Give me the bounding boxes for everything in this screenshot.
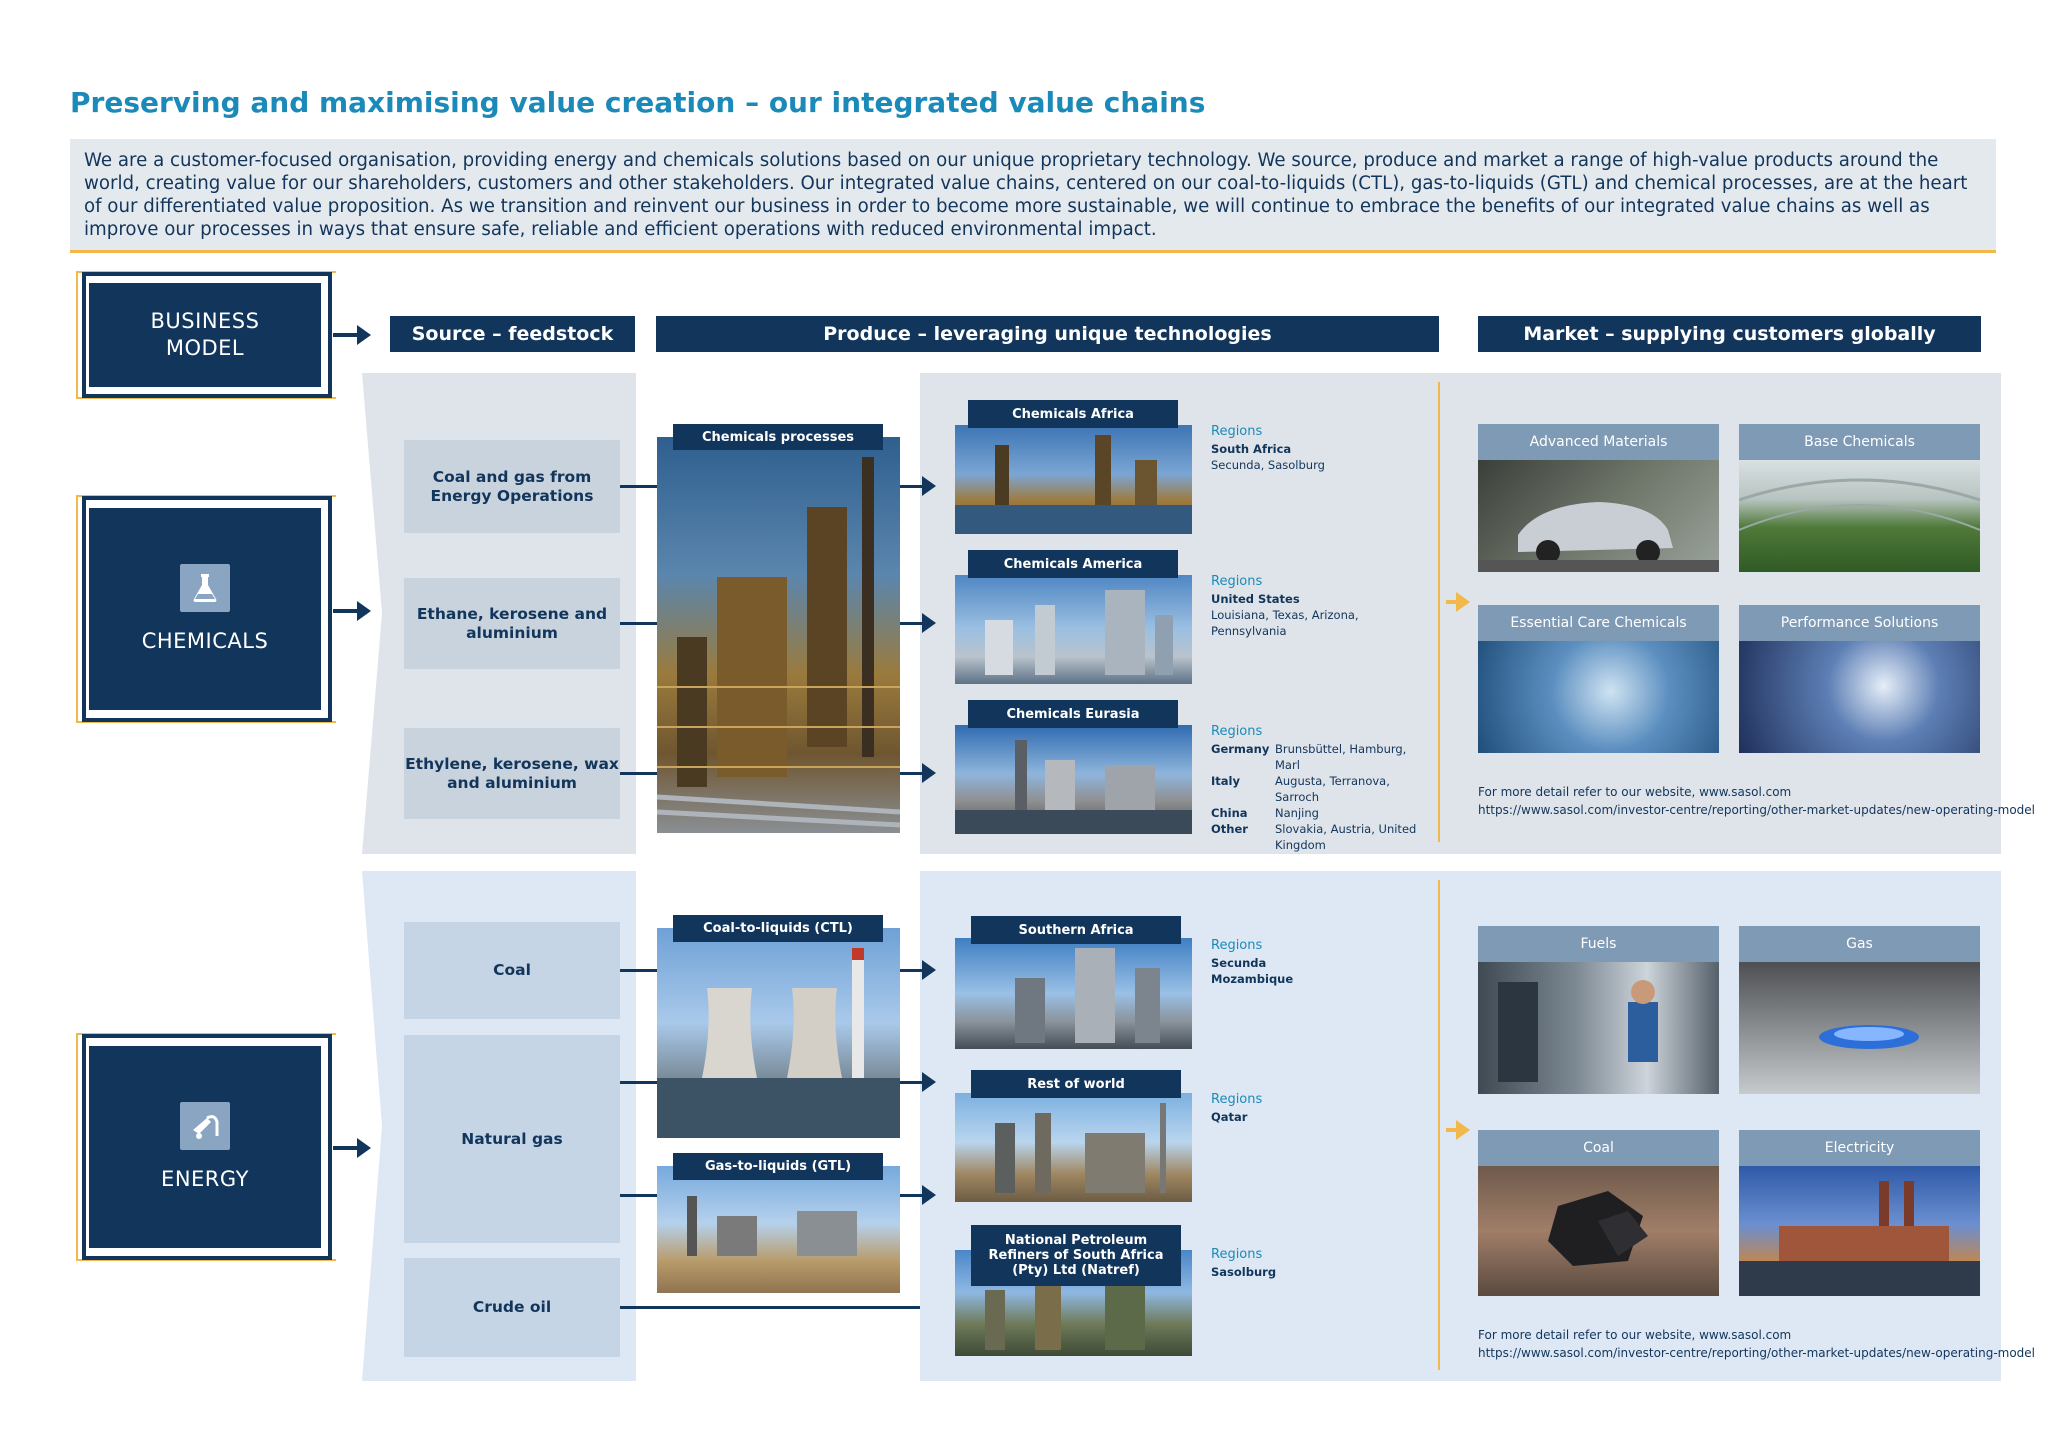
region-value: Brunsbüttel, Hamburg, Marl (1275, 742, 1407, 772)
regions-label: Regions (1211, 574, 1263, 589)
business-model-arrow (333, 333, 359, 337)
region-line: Mozambique (1211, 972, 1294, 986)
energy-note-line2[interactable]: https://www.sasol.com/investor-centre/reporting/other-market-updates/new-operating-model (1478, 1346, 2036, 1360)
performance-solutions-photo (1739, 641, 1980, 753)
chemicals-eurasia-photo (955, 725, 1192, 834)
chemicals-market-divider (1438, 382, 1440, 842)
energy-connector-coal (620, 969, 658, 972)
fuel-pump-icon (180, 1102, 230, 1150)
region-line: Secunda (1211, 956, 1267, 970)
chemicals-arrow-eurasia (900, 772, 924, 775)
energy-source-coal: Coal (404, 922, 620, 1019)
chemicals-africa-regions (1211, 424, 1431, 473)
coal-photo (1478, 1166, 1719, 1296)
essential-care-photo (1478, 641, 1719, 753)
rest-of-world-regions (1211, 1092, 1411, 1125)
energy-connector-gas-gtl (620, 1194, 658, 1197)
region-sites: Louisiana, Texas, Arizona, Pennsylvania (1211, 608, 1359, 638)
region-key: Other (1211, 822, 1248, 836)
chemicals-note (1478, 783, 2035, 819)
market-performance-solutions: Performance Solutions (1739, 605, 1980, 641)
energy-connector-gas-ctl (620, 1081, 658, 1084)
chemicals-process-tag: Chemicals processes (673, 424, 883, 450)
chemicals-label (89, 508, 321, 710)
energy-note-line1: For more detail refer to our website, www.sasol.com (1478, 1328, 1792, 1342)
chemicals-process-photo (657, 437, 900, 833)
chemicals-africa-photo (955, 425, 1192, 534)
chemicals-eurasia-tag: Chemicals Eurasia (968, 700, 1178, 728)
chemicals-note-line2[interactable]: https://www.sasol.com/investor-centre/reporting/other-market-updates/new-operating-model (1478, 803, 2036, 817)
energy-arrow-crude (620, 1306, 924, 1309)
business-model-line1: BUSINESS (150, 309, 260, 333)
advanced-materials-photo (1478, 460, 1719, 572)
header-market: Market – supplying customers globally (1478, 316, 1981, 352)
chemicals-africa-tag: Chemicals Africa (968, 400, 1178, 428)
chemicals-eurasia-regions (1211, 724, 1431, 853)
natref-tag: National Petroleum Refiners of South Africa (Pty) Ltd (Natref) (971, 1225, 1181, 1286)
header-produce: Produce – leveraging unique technologies (656, 316, 1439, 352)
chemicals-connector-2 (620, 622, 658, 625)
energy-note (1478, 1326, 2035, 1362)
chemicals-source-3: Ethylene, kerosene, wax and aluminium (404, 728, 620, 819)
region-line: Sasolburg (1211, 1265, 1277, 1279)
fuels-photo (1478, 962, 1719, 1094)
chemicals-note-line1: For more detail refer to our website, www.sasol.com (1478, 785, 1792, 799)
chemicals-source-2: Ethane, kerosene and aluminium (404, 578, 620, 669)
region-value: Nanjing (1275, 806, 1319, 820)
chemicals-market-arrow (1456, 592, 1470, 612)
chemicals-title: CHEMICALS (141, 628, 269, 653)
energy-market-arrow (1456, 1120, 1470, 1140)
regions-label: Regions (1211, 938, 1263, 953)
regions-label: Regions (1211, 724, 1263, 739)
energy-arrow-gtl (900, 1194, 924, 1197)
market-coal: Coal (1478, 1130, 1719, 1166)
market-base-chemicals: Base Chemicals (1739, 424, 1980, 460)
chemicals-source-1: Coal and gas from Energy Operations (404, 440, 620, 533)
regions-label: Regions (1211, 1247, 1263, 1262)
business-model-label (89, 283, 321, 387)
chemicals-america-regions (1211, 574, 1411, 639)
market-gas: Gas (1739, 926, 1980, 962)
gas-photo (1739, 962, 1980, 1094)
energy-arrow-southern-africa (900, 969, 924, 972)
ctl-tag: Coal-to-liquids (CTL) (673, 915, 883, 942)
region-value: Slovakia, Austria, United Kingdom (1275, 822, 1417, 852)
region-country: South Africa (1211, 442, 1292, 456)
regions-label: Regions (1211, 1092, 1263, 1107)
header-source: Source – feedstock (390, 316, 635, 352)
chemicals-connector-3 (620, 772, 658, 775)
region-sites: Secunda, Sasolburg (1211, 458, 1325, 472)
region-country: United States (1211, 592, 1300, 606)
market-fuels: Fuels (1478, 926, 1719, 962)
region-key: Germany (1211, 742, 1270, 756)
energy-title: ENERGY (161, 1166, 249, 1191)
region-key: Italy (1211, 774, 1240, 788)
electricity-photo (1739, 1166, 1980, 1296)
energy-source-crude-oil: Crude oil (404, 1258, 620, 1357)
intro-paragraph: We are a customer-focused organisation, providing energy and chemicals solutions based on our unique proprietary technology. We source, produce and market a range of high-value products around the world, creating value for our shareholders, customers and other stakeholders. Our integrated value chains, centered on our coal-to-liquids (CTL), gas-to-liquids (GTL) and chemical processes, are at the heart of our differentiated value proposition. As we transition and reinvent our business in order to become more sustainable, we will continue to embrace the benefits of our integrated value chains as well as improve our processes in ways that ensure safe, reliable and efficient operations with reduced environmental impact. (70, 139, 1996, 253)
rest-of-world-photo (955, 1093, 1192, 1202)
energy-arrow-rest-of-world (900, 1081, 924, 1084)
base-chemicals-photo (1739, 460, 1980, 572)
southern-africa-regions (1211, 938, 1411, 987)
southern-africa-tag: Southern Africa (971, 916, 1181, 944)
business-model-line2: MODEL (165, 336, 245, 360)
gtl-photo (657, 1166, 900, 1293)
southern-africa-photo (955, 938, 1192, 1049)
ctl-photo (657, 928, 900, 1138)
energy-label (89, 1046, 321, 1248)
chemicals-america-tag: Chemicals America (968, 550, 1178, 578)
market-electricity: Electricity (1739, 1130, 1980, 1166)
page-title: Preserving and maximising value creation – our integrated value chains (70, 86, 1206, 119)
chemicals-connector-1 (620, 485, 658, 488)
market-essential-care: Essential Care Chemicals (1478, 605, 1719, 641)
chemicals-arrow (333, 609, 359, 613)
energy-arrow (333, 1146, 359, 1150)
chemicals-arrow-africa (900, 485, 924, 488)
regions-grid (1211, 741, 1431, 853)
region-value: Augusta, Terranova, Sarroch (1275, 774, 1390, 804)
energy-market-divider (1438, 880, 1440, 1370)
gtl-tag: Gas-to-liquids (GTL) (673, 1153, 883, 1180)
region-line: Qatar (1211, 1110, 1248, 1124)
natref-regions (1211, 1247, 1411, 1280)
energy-source-natural-gas: Natural gas (404, 1035, 620, 1243)
market-advanced-materials: Advanced Materials (1478, 424, 1719, 460)
region-key: China (1211, 806, 1248, 820)
rest-of-world-tag: Rest of world (971, 1070, 1181, 1098)
regions-label: Regions (1211, 424, 1263, 439)
flask-icon (180, 564, 230, 612)
chemicals-arrow-america (900, 622, 924, 625)
chemicals-america-photo (955, 575, 1192, 684)
